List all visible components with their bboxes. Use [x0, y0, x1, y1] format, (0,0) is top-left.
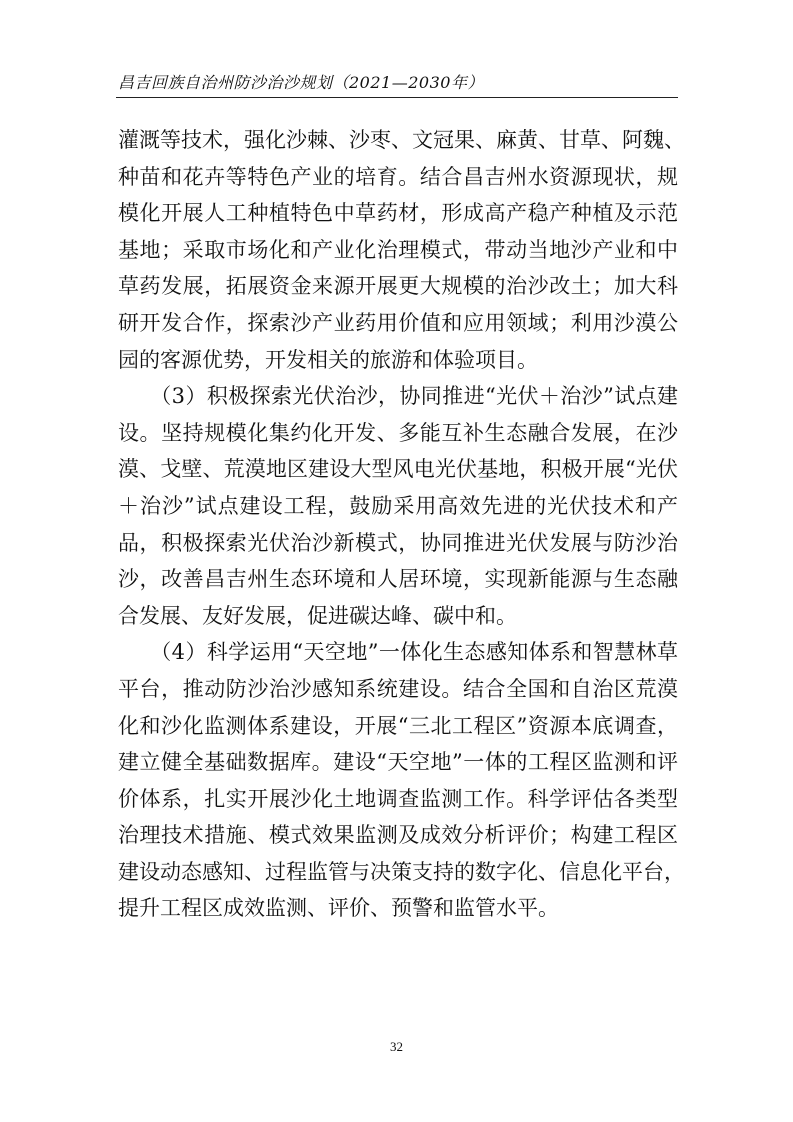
text-line: ＋治沙”试点建设工程，鼓励采用高效先进的光伏技术和产: [118, 493, 678, 518]
text-line: 种苗和花卉等特色产业的培育。结合昌吉州水资源现状，规: [118, 164, 678, 189]
text-line: 漠、戈壁、荒漠地区建设大型风电光伏基地，积极开展“光伏: [118, 457, 678, 482]
text-line: 品，积极探索光伏治沙新模式，协同推进光伏发展与防沙治: [118, 530, 678, 555]
text-line: 价体系，扎实开展沙化土地调查监测工作。科学评估各类型: [118, 786, 678, 811]
text-line: 园的客源优势，开发相关的旅游和体验项目。: [118, 347, 538, 372]
text-line: 设。坚持规模化集约化开发、多能互补生态融合发展，在沙: [118, 420, 678, 445]
text-line: 灌溉等技术，强化沙棘、沙枣、文冠果、麻黄、甘草、阿魏、: [118, 128, 685, 152]
text-line: 建立健全基础数据库。建设“天空地”一体的工程区监测和评: [118, 750, 678, 775]
text-line: 建设动态感知、过程监管与决策支持的数字化、信息化平台，: [118, 859, 685, 884]
text-line: （3）积极探索光伏治沙，协同推进“光伏＋治沙”试点建: [118, 384, 678, 409]
text-line: 基地；采取市场化和产业化治理模式，带动当地沙产业和中: [118, 237, 678, 262]
text-line: 草药发展，拓展资金来源开展更大规模的治沙改土；加大科: [118, 274, 678, 299]
text-line: 平台，推动防沙治沙感知系统建设。结合全国和自治区荒漠: [118, 676, 678, 701]
body-text: [118, 122, 685, 927]
header-rule: [116, 97, 678, 98]
text-line: 化和沙化监测体系建设，开展“三北工程区”资源本底调查，: [118, 713, 678, 738]
text-line: （4）科学运用“天空地”一体化生态感知体系和智慧林草: [118, 640, 678, 665]
running-header: 昌吉回族自治州防沙治沙规划（2021—2030年）: [118, 73, 484, 92]
text-line: 治理技术措施、模式效果监测及成效分析评价；构建工程区: [118, 823, 678, 848]
text-line: 合发展、友好发展，促进碳达峰、碳中和。: [118, 603, 517, 628]
text-line: 沙，改善昌吉州生态环境和人居环境，实现新能源与生态融: [118, 567, 678, 592]
text-line: 模化开展人工种植特色中草药材，形成高产稳产种植及示范: [118, 201, 678, 226]
text-line: 提升工程区成效监测、评价、预警和监管水平。: [118, 896, 559, 921]
page-number: 32: [390, 1039, 403, 1054]
text-line: 研开发合作，探索沙产业药用价值和应用领域；利用沙漠公: [118, 310, 678, 335]
